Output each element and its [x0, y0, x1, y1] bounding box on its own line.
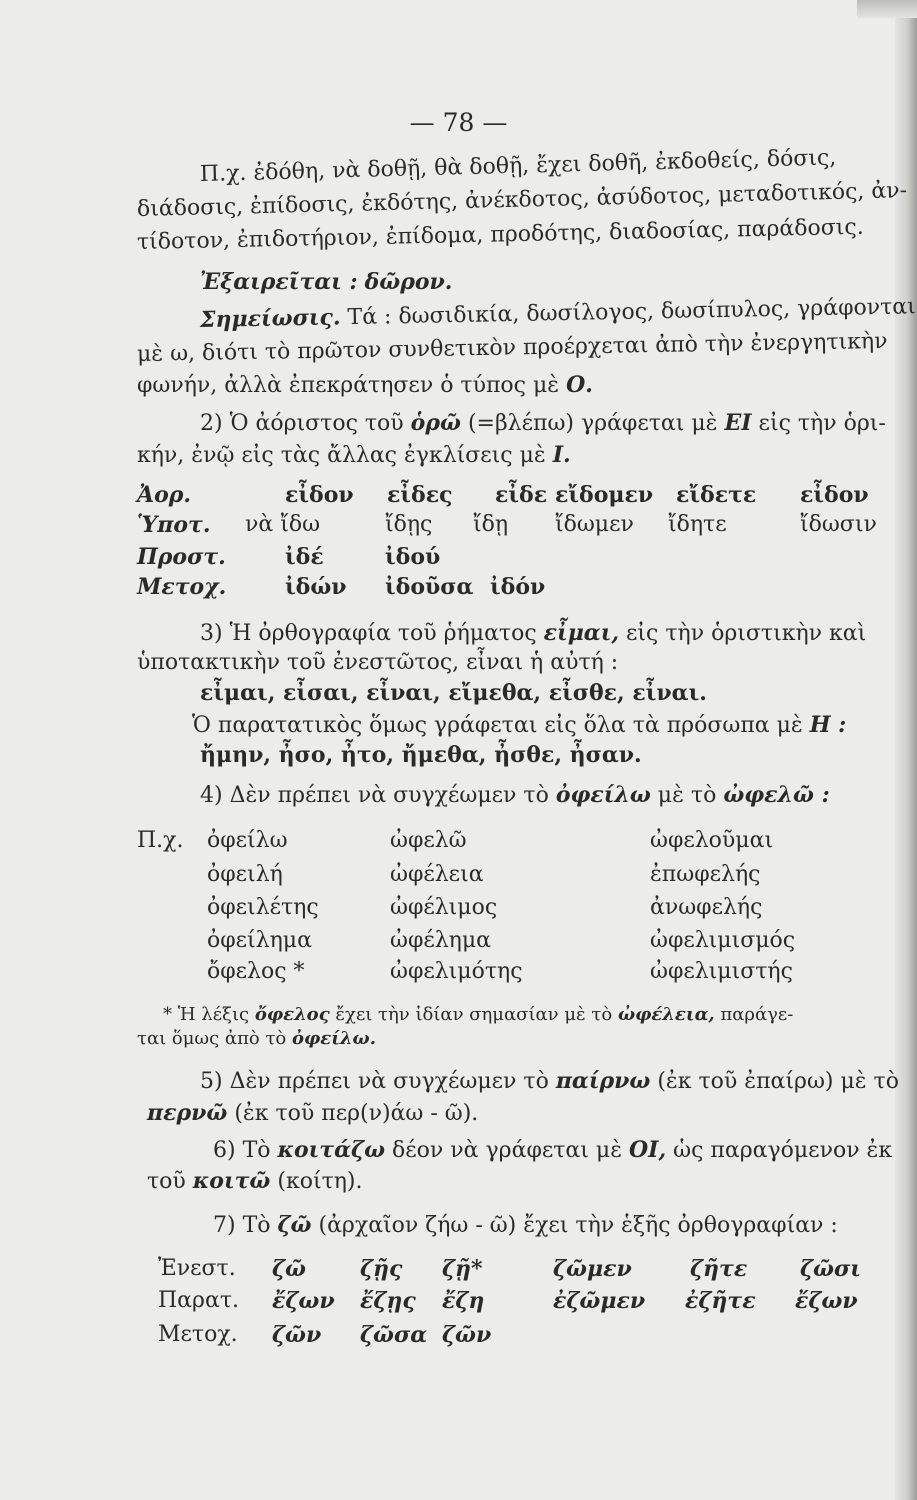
exception-label: Ἐξαιρεῖται : — [200, 269, 358, 295]
s6-line-2 — [147, 1166, 363, 1197]
s5-word-pairno: παίρνω — [555, 1068, 651, 1094]
s2-line-2 — [137, 440, 571, 471]
s6-text-2a: τοῦ — [147, 1169, 186, 1194]
table-cell: ζῶμεν — [553, 1256, 632, 1282]
s2-text-2a: κήν, ἐνῷ εἰς τὰς ἄλλας ἐγκλίσεις μὲ — [137, 443, 546, 468]
table-cell: ζῆτε — [690, 1256, 748, 1282]
s6-text-2c: (κοίτη). — [277, 1169, 363, 1194]
exception-word: δῶρον. — [364, 269, 453, 295]
note-label: Σημείωσις. — [199, 304, 341, 333]
table-cell: ἰδοῦσα — [385, 574, 474, 600]
s3-line-4 — [192, 710, 846, 741]
table-cell: ζῇς — [360, 1256, 403, 1282]
s7-line-1 — [213, 1210, 838, 1241]
table-cell: ἰδών — [285, 574, 347, 600]
table-cell: ἴδητε — [668, 512, 727, 537]
table-cell: ζῶ — [272, 1256, 306, 1282]
fn-text-c: ἔχει τὴν ἰδίαν σημασίαν μὲ τὸ — [335, 1004, 613, 1025]
s6-text-a: 6) Τὸ — [213, 1138, 271, 1163]
s3-letter-h: Η : — [809, 712, 847, 738]
s5-line-1 — [200, 1066, 899, 1097]
s4-col2-4: ὠφελιμότης — [390, 959, 523, 984]
s3-text-c: εἰς τὴν ὁριστικὴν καὶ — [626, 621, 867, 646]
table-cell: ζῶν — [272, 1322, 322, 1348]
s2-letter-i: Ι. — [552, 442, 571, 468]
s6-line-1 — [213, 1135, 892, 1166]
table-cell: ἔζων — [272, 1288, 335, 1314]
note-text-1: Τά : δωσιδικία, δωσίλογος, δωσίπυλος, γράφονται — [347, 294, 916, 331]
zo-row-metoch — [0, 1322, 917, 1354]
p1-line-3: τίδοτον, ἐπιδοτήριον, ἐπίδομα, προδότης, διαδοσίας, παράδοσις. — [136, 214, 864, 255]
row-label: Μετοχ. — [158, 1322, 238, 1347]
s6-word-koito: κοιτῶ — [192, 1168, 271, 1194]
fn-text-a: * Ἡ λέξις — [163, 1004, 250, 1025]
table-cell: ζῇ* — [442, 1256, 483, 1282]
footnote-line-2 — [137, 1024, 376, 1054]
table-cell: εἶδον — [800, 482, 869, 508]
aorist-row-ypot — [0, 512, 917, 544]
table-cell: ἔζῃς — [360, 1288, 416, 1314]
zo-row-parat — [0, 1288, 917, 1320]
s6-letters-oi: ΟΙ, — [629, 1137, 667, 1163]
table-cell: ἰδού — [385, 544, 441, 570]
table-cell: ἰδέ — [285, 544, 324, 570]
row-label: Μετοχ. — [137, 574, 227, 600]
table-cell: εἶδον — [285, 482, 354, 508]
s2-text-a: 2) Ὁ ἀόριστος τοῦ — [200, 411, 404, 436]
s2-letters-ei: ΕΙ — [724, 410, 752, 436]
s4-text-c: μὲ τὸ — [657, 783, 717, 808]
row-label: Παρατ. — [158, 1288, 239, 1313]
s3-text-a: 3) Ἡ ὀρθογραφία τοῦ ῥήματος — [200, 621, 537, 646]
s3-line-5: ἤμην, ἦσο, ἦτο, ἤμεθα, ἦσθε, ἦσαν. — [200, 742, 642, 768]
p1-line-2: διάδοσις, ἐπίδοσις, ἐκδότης, ἀνέκδοτος, ἀσύδοτος, μεταδοτικός, ἀν- — [136, 178, 908, 222]
fn-word-ofelos: ὄφελος — [254, 1004, 330, 1025]
s3-word-eimai: εἶμαι, — [543, 620, 620, 646]
s4-col1-1: ὀφειλή — [207, 862, 283, 887]
note-line-2: μὲ ω, διότι τὸ πρῶτον συνθετικὸν προέρχεται ἀπὸ τὴν ἐνεργητικὴν — [136, 328, 888, 367]
p1-line-1: Π.χ. ἐδόθη, νὰ δοθῇ, θὰ δοθῇ, ἔχει δοθῆ, ἐκδοθείς, δόσις, — [199, 145, 837, 187]
table-cell: ἴδωσιν — [800, 512, 877, 537]
table-cell: εἴδομεν — [555, 482, 654, 508]
s7-text-a: 7) Τὸ — [213, 1213, 271, 1238]
row-label: Ἐνεστ. — [158, 1256, 236, 1281]
table-cell: ζῶσα — [360, 1322, 428, 1348]
s4-col2-1: ὠφέλεια — [390, 862, 484, 887]
s4-col3-2: ἀνωφελής — [650, 895, 763, 920]
s6-text-e: ὡς παραγόμενον ἐκ — [673, 1138, 893, 1163]
row-label: Προστ. — [137, 544, 226, 570]
table-cell: ἰδόν — [490, 574, 546, 600]
s6-text-c: δέον νὰ γράφεται μὲ — [392, 1138, 622, 1163]
s7-text-c: (ἀρχαῖον ζήω - ῶ) ἔχει τὴν ἑξῆς ὀρθογραφίαν : — [318, 1213, 838, 1238]
exception-line — [200, 267, 452, 298]
s4-text-a: 4) Δὲν πρέπει νὰ συγχέωμεν τὸ — [200, 783, 549, 808]
table-cell: ἴδωμεν — [555, 512, 634, 537]
s4-col1-4: ὄφελος * — [207, 959, 305, 984]
s5-text-c: (ἐκ τοῦ ἐπαίρω) μὲ τὸ — [657, 1069, 899, 1094]
s4-col3-1: ἐπωφελής — [650, 862, 761, 887]
row-label: Ἀορ. — [137, 482, 192, 508]
note-letter-o: Ο. — [566, 372, 593, 398]
s3-line-1 — [200, 618, 866, 649]
table-cell: νὰ ἴδω — [245, 512, 321, 537]
fn-word-ofeilo: ὀφείλω. — [291, 1028, 376, 1049]
s4-col1-2: ὀφειλέτης — [207, 895, 319, 920]
s4-col2-2: ὠφέλιμος — [390, 895, 498, 920]
row-label: Ὑποτ. — [137, 512, 211, 538]
s3-line-2: ὑποτακτικὴν τοῦ ἐνεστῶτος, εἶναι ἡ αὐτή : — [137, 650, 619, 675]
table-cell: ἴδῃ — [473, 512, 509, 537]
table-cell: ἔζη — [442, 1288, 485, 1314]
fn-text-e: παράγε- — [720, 1004, 794, 1025]
s4-col2-0: ὠφελῶ — [390, 828, 467, 853]
s2-text-e: εἰς τὴν ὁρι- — [758, 411, 886, 436]
note-text-3: φωνήν, ἀλλὰ ἐπεκράτησεν ὁ τύπος μὲ — [137, 373, 560, 398]
s4-col3-4: ὠφελιμιστής — [650, 959, 793, 984]
table-cell: εἶδε — [495, 482, 548, 508]
aorist-row-aor — [0, 482, 917, 514]
table-cell: εἴδετε — [676, 482, 757, 508]
page-number: — 78 — — [409, 108, 508, 137]
s6-word-koitazo: κοιτάζω — [277, 1137, 386, 1163]
aorist-row-prost — [0, 544, 917, 576]
aorist-row-metoch — [0, 574, 917, 606]
s5-line-2 — [147, 1098, 478, 1129]
zo-row-enest — [0, 1256, 917, 1288]
s4-prefix: Π.χ. — [137, 828, 184, 853]
s5-text-2b: (ἐκ τοῦ περ(ν)άω - ῶ). — [234, 1101, 479, 1126]
s4-word-ofelo: ὠφελῶ : — [723, 782, 830, 808]
s2-word-oro: ὁρῶ — [410, 410, 461, 436]
s3-line-3: εἶμαι, εἶσαι, εἶναι, εἴμεθα, εἶσθε, εἶναι. — [200, 680, 707, 706]
table-cell: εἶδες — [387, 482, 453, 508]
s2-text-c: (=βλέπω) γράφεται μὲ — [467, 411, 718, 436]
table-cell: ἔζων — [795, 1288, 858, 1314]
fn-word-ofeleia: ὠφέλεια, — [617, 1004, 715, 1025]
s4-col1-0: ὀφείλω — [207, 828, 288, 853]
s4-col1-3: ὀφείλημα — [207, 928, 312, 953]
fn-text-2a: ται ὅμως ἀπὸ τὸ — [137, 1028, 287, 1049]
s3-text-4a: Ὁ παρατατικὸς ὅμως γράφεται εἰς ὅλα τὰ πρόσωπα μὲ — [192, 713, 803, 738]
s2-line-1 — [200, 408, 886, 439]
table-cell: ἴδῃς — [385, 512, 433, 537]
s5-text-a: 5) Δὲν πρέπει νὰ συγχέωμεν τὸ — [200, 1069, 549, 1094]
table-cell: ζῶσι — [800, 1256, 861, 1282]
page-corner-shadow — [857, 0, 917, 18]
s4-line-1 — [200, 780, 830, 811]
table-cell: ζῶν — [442, 1322, 492, 1348]
s4-col2-3: ὠφέλημα — [390, 928, 492, 953]
table-cell: ἐζῶμεν — [553, 1288, 646, 1314]
s5-word-perno: περνῶ — [147, 1100, 228, 1126]
note-line-3 — [137, 370, 593, 401]
table-cell: ἐζῆτε — [685, 1288, 756, 1314]
s4-col3-3: ὠφελιμισμός — [650, 928, 796, 953]
s4-col3-0: ὠφελοῦμαι — [650, 828, 774, 853]
s4-word-ofeilo: ὀφείλω — [555, 782, 651, 808]
s7-word-zo: ζῶ — [277, 1212, 312, 1238]
